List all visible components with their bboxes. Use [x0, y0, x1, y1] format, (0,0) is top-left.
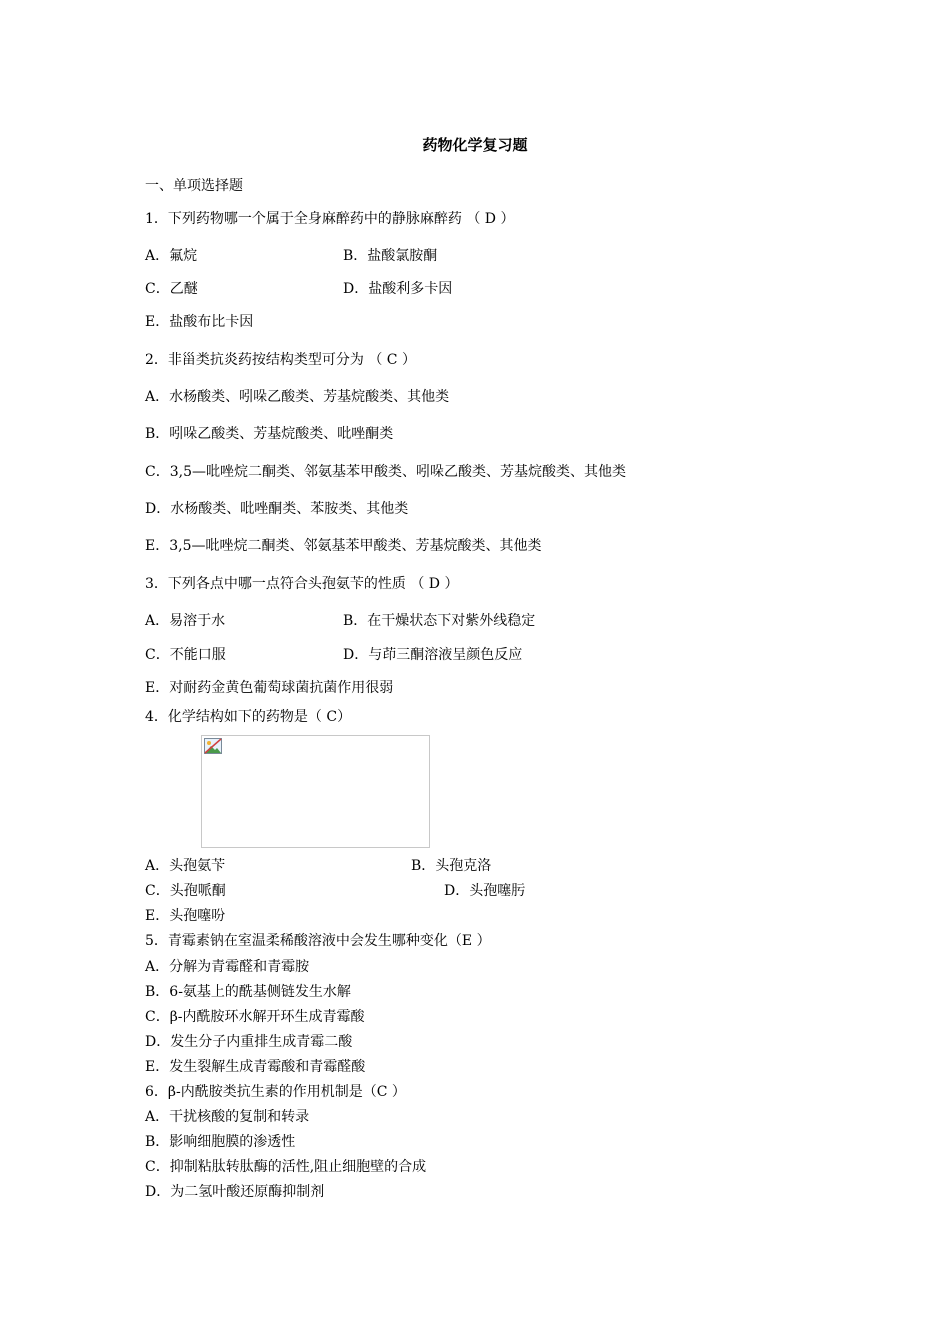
question-5-option-a: A．分解为青霉醛和青霉胺 [145, 959, 310, 975]
question-4-option-e: E．头孢噻吩 [145, 908, 226, 924]
question-3-option-d: D．与茚三酮溶液呈颜色反应 [343, 647, 523, 663]
question-5-option-d: D．发生分子内重排生成青霉二酸 [145, 1034, 353, 1050]
question-2-option-b: B．吲哚乙酸类、芳基烷酸类、吡唑酮类 [145, 426, 394, 442]
question-6-stem: 6．β-内酰胺类抗生素的作用机制是（C ） [145, 1084, 406, 1100]
question-4-option-b: B．头孢克洛 [411, 858, 492, 874]
question-1-option-d: D．盐酸利多卡因 [343, 281, 453, 297]
question-2-stem: 2．非甾类抗炎药按结构类型可分为 （ C ） [145, 352, 416, 368]
question-1-option-c: C．乙醚 [145, 281, 198, 297]
question-6-option-a: A．干扰核酸的复制和转录 [145, 1109, 310, 1125]
question-5-option-b: B．6-氨基上的酰基侧链发生水解 [145, 984, 351, 1000]
question-5-option-c: C．β-内酰胺环水解开环生成青霉酸 [145, 1009, 365, 1025]
question-2-option-a: A．水杨酸类、吲哚乙酸类、芳基烷酸类、其他类 [145, 389, 450, 405]
question-6-option-c: C．抑制粘肽转肽酶的活性,阻止细胞壁的合成 [145, 1159, 427, 1175]
broken-image-icon [204, 738, 222, 754]
question-4-option-d: D．头孢噻肟 [444, 883, 526, 899]
question-4-option-c: C．头孢哌酮 [145, 883, 226, 899]
question-6-option-d: D．为二氢叶酸还原酶抑制剂 [145, 1184, 325, 1200]
question-4-option-a: A．头孢氨苄 [145, 858, 226, 874]
question-6-option-b: B．影响细胞膜的渗透性 [145, 1134, 296, 1150]
question-1-option-b: B．盐酸氯胺酮 [343, 248, 438, 264]
question-2-option-c: C．3,5—吡唑烷二酮类、邻氨基苯甲酸类、吲哚乙酸类、芳基烷酸类、其他类 [145, 464, 626, 480]
question-3-stem: 3．下列各点中哪一点符合头孢氨苄的性质 （ D ） [145, 576, 459, 592]
question-3-option-e: E．对耐药金黄色葡萄球菌抗菌作用很弱 [145, 680, 394, 696]
question-5-option-e: E．发生裂解生成青霉酸和青霉醛酸 [145, 1059, 366, 1075]
question-1-option-e: E．盐酸布比卡因 [145, 314, 254, 330]
question-2-option-e: E．3,5—吡唑烷二酮类、邻氨基苯甲酸类、芳基烷酸类、其他类 [145, 538, 542, 554]
section-heading: 一、单项选择题 [145, 178, 243, 194]
question-5-stem: 5．青霉素钠在室温柔稀酸溶液中会发生哪种变化（E ） [145, 933, 491, 949]
question-3-option-a: A．易溶于水 [145, 613, 226, 629]
question-2-option-d: D．水杨酸类、吡唑酮类、苯胺类、其他类 [145, 501, 409, 517]
question-4-stem: 4．化学结构如下的药物是（ C） [145, 709, 352, 725]
question-3-option-c: C．不能口服 [145, 647, 226, 663]
question-3-option-b: B．在干燥状态下对紫外线稳定 [343, 613, 536, 629]
page-title: 药物化学复习题 [422, 136, 528, 154]
question-1-stem: 1．下列药物哪一个属于全身麻醉药中的静脉麻醉药 （ D ） [145, 211, 515, 227]
structure-image-placeholder [201, 735, 430, 848]
question-1-option-a: A．氟烷 [145, 248, 198, 264]
